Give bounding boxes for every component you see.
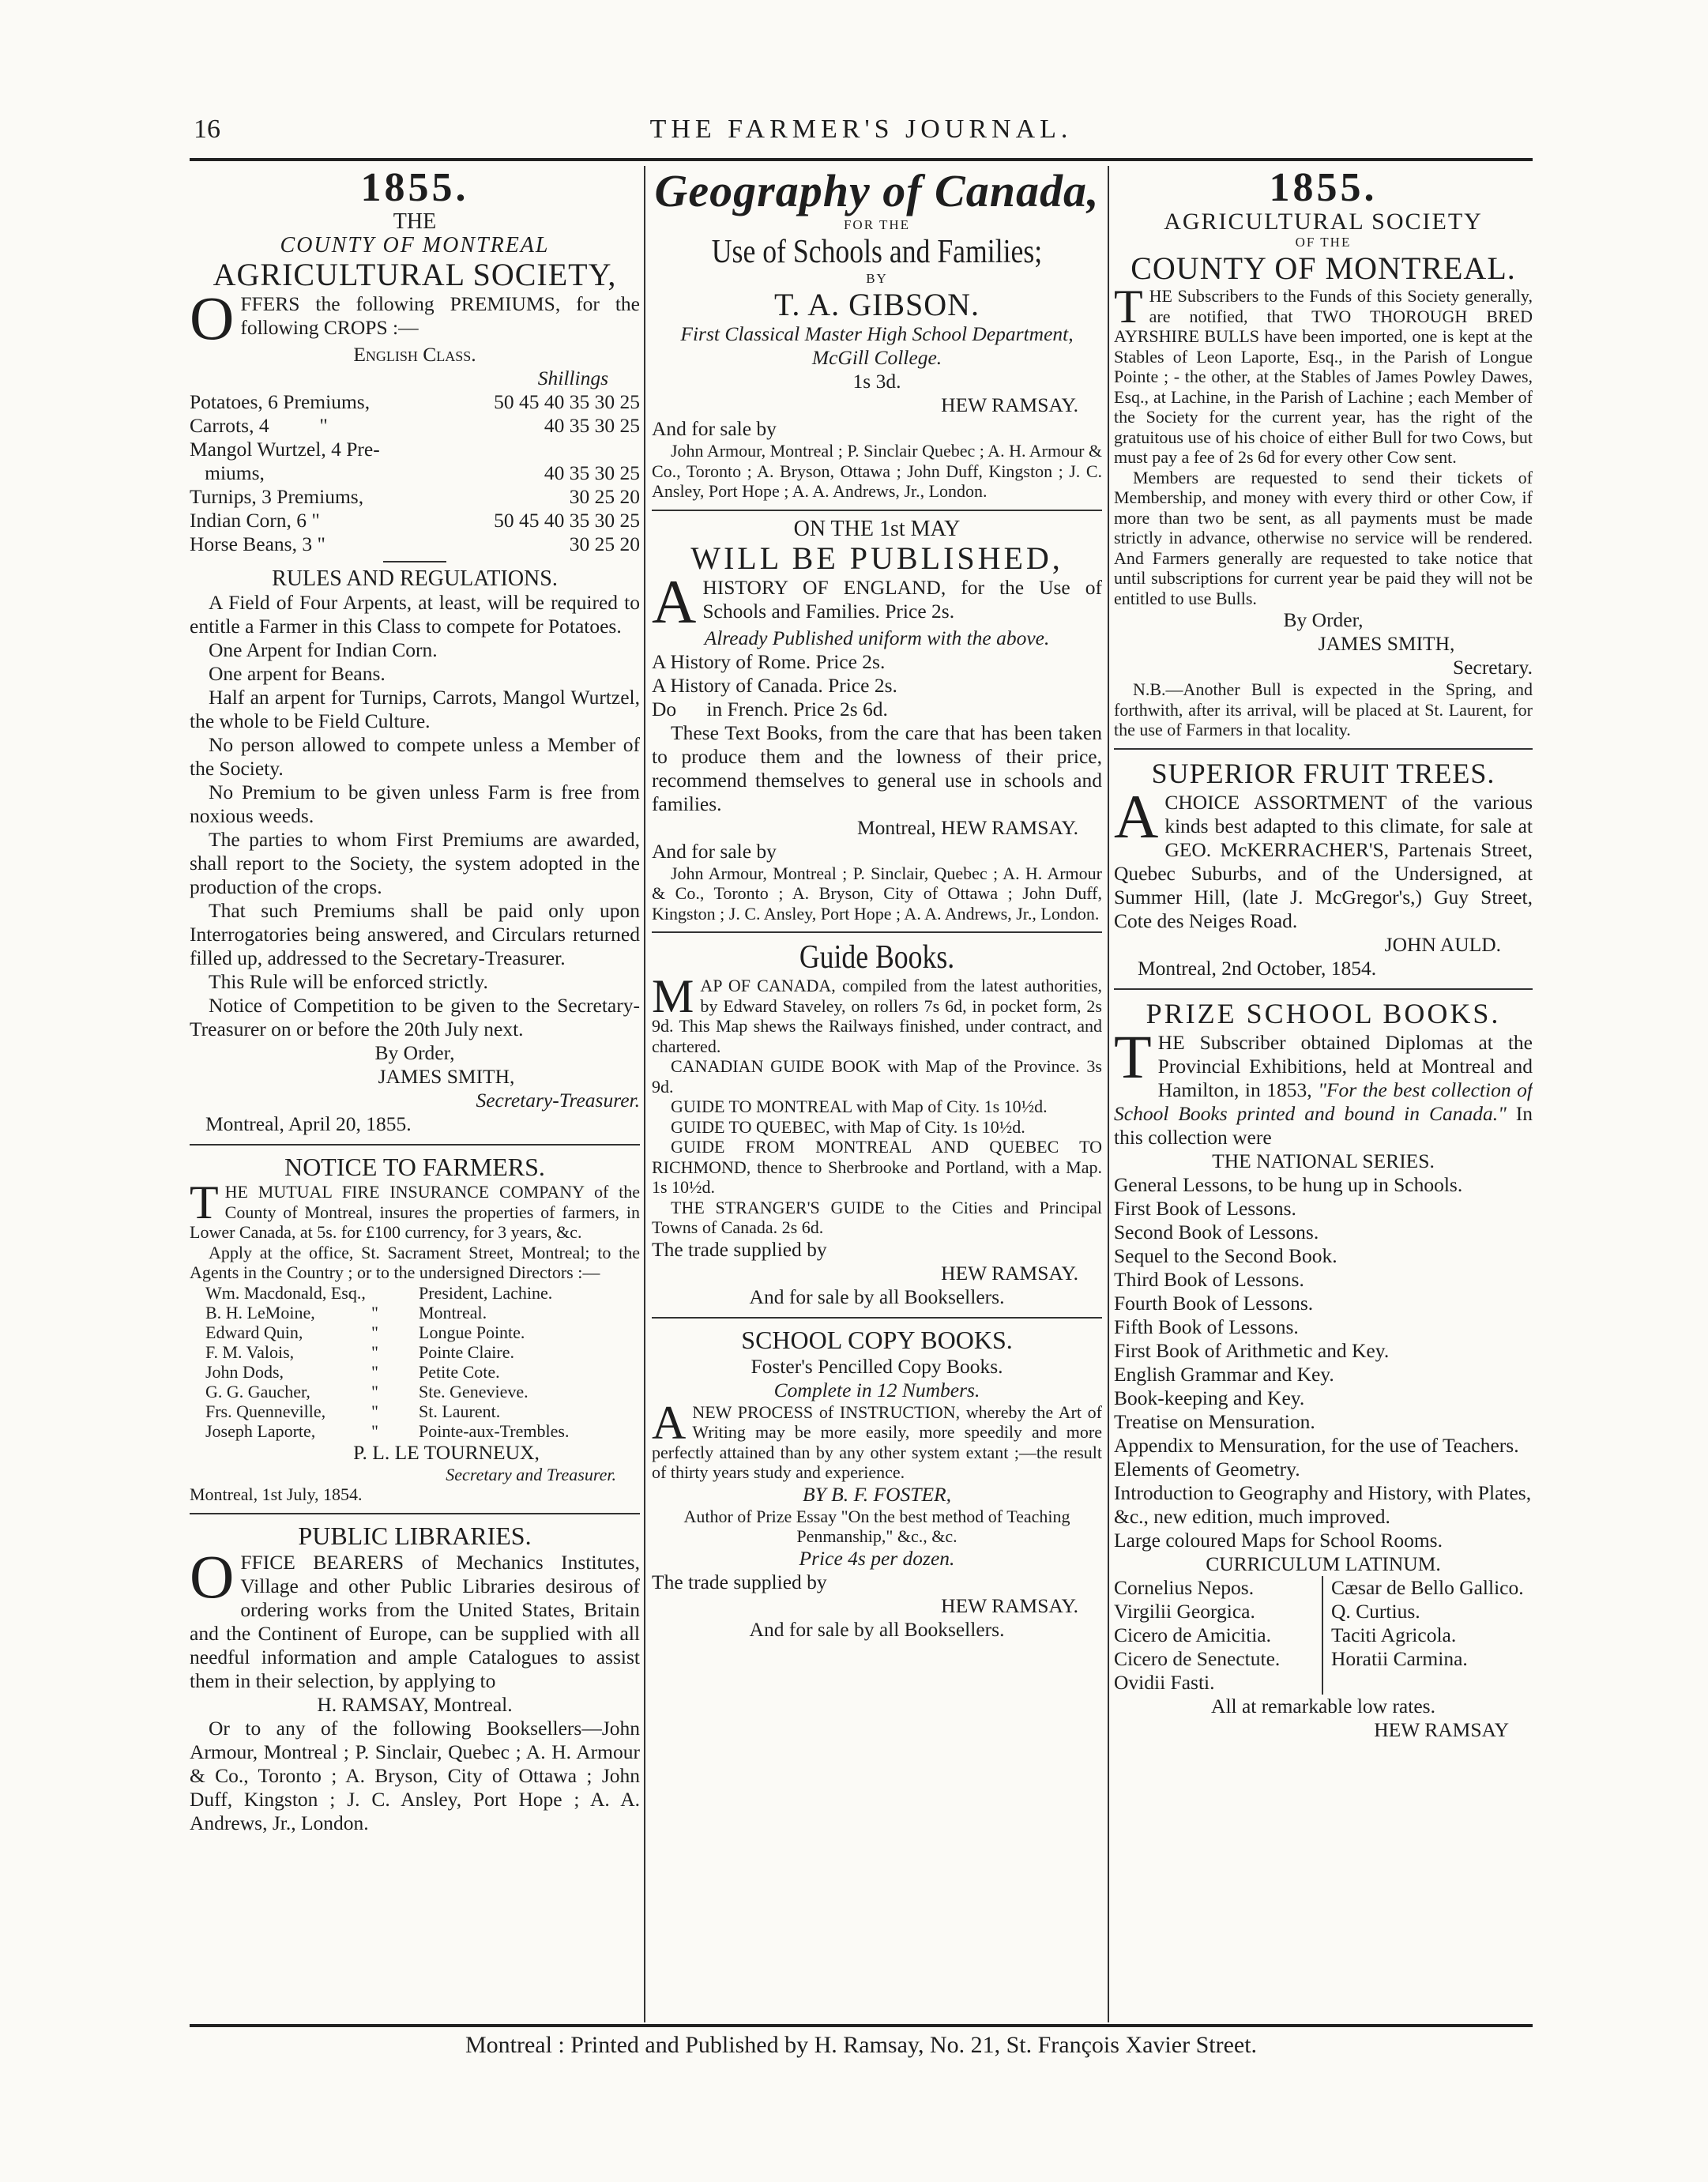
ad-body: ANEW PROCESS of INSTRUCTION, whereby the Art of Writing may be more easily, more speedily and more perfectly attained than by any other system extant ;—the result of thirty years study and experience. <box>652 1396 1102 1482</box>
price: Price 4s per dozen. <box>799 1546 955 1570</box>
directors-list <box>190 1283 640 1441</box>
rules-title: RULES AND REGULATIONS. <box>272 566 558 591</box>
blurb: These Text Books, from the care that has been taken to produce them and the lowness of their price, recommend themselves to general use in schools and families. <box>652 720 1102 815</box>
signer: JOHN AULD. <box>1384 932 1501 956</box>
crop-row <box>190 532 640 556</box>
rule-item: Notice of Competition to be given to the Secretary-Treasurer on or before the 20th July next. <box>190 994 640 1040</box>
director-row <box>190 1382 640 1401</box>
crop-row <box>190 438 640 461</box>
publisher: HEW RAMSAY. <box>941 1593 1078 1617</box>
ad-title: NOTICE TO FARMERS. <box>284 1153 545 1181</box>
author-desc: First Classical Master High School Department, McGill College. <box>680 322 1074 369</box>
ad-separator <box>190 1144 640 1146</box>
director-name: Wm. Macdonald, Esq., <box>205 1282 366 1303</box>
by-order: By Order, <box>1283 608 1364 631</box>
ad-title: SUPERIOR FRUIT TREES. <box>1151 757 1495 789</box>
latin-left-list <box>1114 1576 1323 1695</box>
crop-row <box>190 485 640 509</box>
low-rates: All at remarkable low rates. <box>1211 1694 1435 1717</box>
series-item: Sequel to the Second Book. <box>1114 1243 1337 1267</box>
author: T. A. GIBSON. <box>773 287 980 322</box>
latin-item: Cicero de Senectute. <box>1114 1646 1281 1670</box>
books-list <box>652 650 1102 721</box>
rule-item: One arpent for Beans. <box>209 662 386 685</box>
guide-item <box>652 1137 1102 1198</box>
ad-title: PUBLIC LIBRARIES. <box>298 1521 532 1550</box>
ad-body: THE MUTUAL FIRE INSURANCE COMPANY of the County of Montreal, insures the properties of farmers, in Lower Canada, at 5s. for £100 currency, for 3 years, &c. <box>190 1176 640 1242</box>
ad-year: 1855. <box>360 166 469 210</box>
director-row <box>190 1421 640 1441</box>
crop-row <box>190 390 640 414</box>
divider <box>383 561 446 562</box>
ad-title: Geography of Canada, <box>654 166 1100 216</box>
bottom-rule <box>190 2024 1533 2027</box>
ad-county: COUNTY OF MONTREAL <box>280 233 550 258</box>
ad-body: OFFICE BEARERS of Mechanics Institutes, Village and other Public Libraries desirous of ordering works from the United States, Britain and the Continent of Europe, can be supplied with all needful information and ample Catalogues to assist them in their selection, by applying to <box>190 1541 640 1692</box>
ad-separator <box>652 931 1102 933</box>
series-item: Third Book of Lessons. <box>1114 1267 1304 1291</box>
for-sale: And for sale by <box>652 839 777 863</box>
rule-item: This Rule will be enforced strictly. <box>209 970 488 993</box>
publisher: HEW RAMSAY <box>1374 1717 1509 1741</box>
crop-row <box>190 509 640 532</box>
agricultural-premiums-ad <box>190 166 640 1136</box>
ad-use: Use of Schools and Families; <box>711 234 1043 270</box>
crop-name: Horse Beans, 3 " <box>190 532 325 555</box>
crop-values: 50 45 40 35 30 25 <box>494 509 640 532</box>
price: 1s 3d. <box>852 370 901 393</box>
column-3 <box>1114 166 1533 2018</box>
latin-item: Q. Curtius. <box>1331 1599 1420 1623</box>
guide-item <box>652 1097 1102 1117</box>
series-item: First Book of Lessons. <box>1114 1196 1296 1220</box>
ad-sellers: Or to any of the following Booksellers—John Armour, Montreal ; P. Sinclair, Quebec ; A. H. Armour & Co., Toronto ; A. Bryson, City of Ottawa ; John Duff, Kingston ; J. C. Ansley, Port Hope ; A. A. Andrews, Jr., London. <box>190 1716 640 1834</box>
for-sale: And for sale by <box>652 417 777 440</box>
ad-separator <box>652 510 1102 511</box>
director-row <box>190 1303 640 1322</box>
director-row <box>190 1322 640 1342</box>
column-divider-1 <box>644 166 645 2022</box>
page-number: 16 <box>194 115 220 144</box>
author-desc: Author of Prize Essay "On the best method of Teaching Penmanship," &c., &c. <box>683 1506 1070 1546</box>
director-ditto: " <box>371 1341 378 1362</box>
by-author: BY B. F. FOSTER, <box>803 1482 951 1506</box>
trade: The trade supplied by <box>652 1570 827 1593</box>
drop-cap: T <box>190 1176 219 1228</box>
ad-separator <box>1114 748 1533 750</box>
ad-apply: Apply at the office, St. Sacrament Street, Montreal; to the Agents in the Country ; or to the undersigned Directors :— <box>190 1242 640 1282</box>
crop-values: 40 35 30 25 <box>544 461 640 484</box>
ad-year: 1855. <box>1269 166 1378 210</box>
for-sale: And for sale by all Booksellers. <box>749 1617 1005 1641</box>
ad-offers: OFFERS the following PREMIUMS, for the following CROPS :— <box>190 284 640 352</box>
director-name: B. H. LeMoine, <box>205 1302 315 1322</box>
series-item: General Lessons, to be hung up in Schools. <box>1114 1172 1463 1196</box>
series-item: Book-keeping and Key. <box>1114 1386 1305 1409</box>
latin-title: CURRICULUM LATINUM. <box>1206 1552 1441 1575</box>
rule-item: No person allowed to compete unless a Member of the Society. <box>190 733 640 780</box>
director-place: Montreal. <box>419 1302 487 1322</box>
drop-cap: A <box>1114 781 1159 851</box>
drop-cap: M <box>652 970 694 1022</box>
latin-item: Cornelius Nepos. <box>1114 1575 1255 1599</box>
school-copy-books-ad <box>652 1325 1102 1642</box>
ad-body-2: Members are requested to send their tickets of Membership, and money with every third or other Cow, if more than two be sent, as all payments must be made strictly in advance, otherwise no service will be rendered. And Farmers generally are requested to take notice that until subscriptions for current year be paid they will not be entitled to use Bulls. <box>1114 467 1533 608</box>
crop-name: Potatoes, 6 Premiums, <box>190 390 371 413</box>
director-name: F. M. Valois, <box>205 1341 295 1362</box>
guide-text: AP OF CANADA, compiled from the latest authorities, by Edward Staveley, on rollers 7s 6d, in pocket form, 2s 9d. This Map shews the Railways finished, under contract, and chartered. <box>652 976 1102 1056</box>
director-name: John Dods, <box>205 1361 284 1382</box>
book-item: Do in French. Price 2s 6d. <box>652 697 888 720</box>
director-row <box>190 1342 640 1362</box>
ad-title: Guide Books. <box>799 939 955 976</box>
guide-text: CANADIAN GUIDE BOOK with Map of the Province. 3s 9d. <box>652 1056 1102 1097</box>
rules-list <box>190 591 640 1041</box>
crop-values: 40 35 30 25 <box>544 414 640 437</box>
book-item: A History of Rome. Price 2s. <box>652 649 886 673</box>
guide-text: THE STRANGER'S GUIDE to the Cities and Principal Towns of Canada. 2s 6d. <box>652 1197 1102 1237</box>
ad-date: Montreal, April 20, 1855. <box>205 1112 412 1135</box>
signer-title: Secretary. <box>1453 656 1533 679</box>
ad-title: WILL BE PUBLISHED, <box>690 540 1063 576</box>
director-ditto: " <box>371 1420 378 1441</box>
series-title: THE NATIONAL SERIES. <box>1212 1149 1435 1172</box>
fruit-trees-ad <box>1114 756 1533 980</box>
latin-item: Horatii Carmina. <box>1331 1646 1468 1670</box>
ad-separator <box>652 1317 1102 1319</box>
by: BY <box>866 271 888 286</box>
by-order: By Order, <box>374 1041 455 1064</box>
crop-values: 50 45 40 35 30 25 <box>494 390 640 413</box>
director-place: Ste. Genevieve. <box>419 1381 529 1401</box>
ayrshire-bulls-ad <box>1114 166 1533 740</box>
ad-separator <box>1114 988 1533 990</box>
series-item: Large coloured Maps for School Rooms. <box>1114 1528 1443 1552</box>
latin-right-list <box>1323 1576 1533 1695</box>
director-name: Edward Quin, <box>205 1322 303 1342</box>
director-ditto: " <box>371 1322 378 1342</box>
director-place: President, Lachine. <box>419 1282 553 1303</box>
notice-to-farmers-ad <box>190 1152 640 1505</box>
director-name: Frs. Quenneville, <box>205 1401 326 1421</box>
guides-list <box>652 970 1102 1238</box>
guide-item <box>652 1117 1102 1138</box>
director-ditto <box>371 1283 419 1303</box>
ad-the: THE <box>393 209 437 234</box>
crop-values: 30 25 20 <box>569 532 640 555</box>
series-item: English Grammar and Key. <box>1114 1362 1334 1386</box>
history-of-england-ad <box>652 517 1102 924</box>
latin-books <box>1114 1576 1533 1695</box>
guide-text: GUIDE TO QUEBEC, with Map of City. 1s 10½d. <box>671 1116 1025 1137</box>
director-place: Longue Pointe. <box>419 1322 525 1342</box>
ad-society: AGRICULTURAL SOCIETY, <box>213 257 617 292</box>
director-row <box>190 1401 640 1421</box>
ad-body: THE Subscriber obtained Diplomas at the Provincial Exhibitions, held at Montreal and Hamilton, in 1853, "For the best collection of School Books printed and bound in Canada." In this collection were <box>1114 1021 1533 1149</box>
ad-title: SCHOOL COPY BOOKS. <box>741 1325 1013 1354</box>
latin-item: Ovidii Fasti. <box>1114 1670 1215 1694</box>
series-item: Elements of Geometry. <box>1114 1457 1300 1480</box>
rule-item: One Arpent for Indian Corn. <box>209 638 438 661</box>
signer: JAMES SMITH, <box>1318 632 1455 655</box>
series-item: Fifth Book of Lessons. <box>1114 1315 1299 1338</box>
column-2 <box>652 166 1102 2018</box>
column-divider-2 <box>1108 166 1109 2022</box>
crop-name: Mangol Wurtzel, 4 Pre- <box>190 438 380 461</box>
crop-name: Carrots, 4 " <box>190 414 328 437</box>
director-ditto: " <box>371 1302 378 1322</box>
crop-name: Indian Corn, 6 " <box>190 509 320 532</box>
top-rule <box>190 158 1533 161</box>
ad-date: Montreal, 1st July, 1854. <box>190 1484 363 1504</box>
running-title: THE FARMER'S JOURNAL. <box>649 115 1073 144</box>
series-item: First Book of Arithmetic and Key. <box>1114 1338 1390 1362</box>
trade: The trade supplied by <box>652 1237 827 1261</box>
series-item: Second Book of Lessons. <box>1114 1220 1319 1243</box>
ad-society: AGRICULTURAL SOCIETY <box>1164 209 1483 235</box>
publisher: Montreal, HEW RAMSAY. <box>856 815 1078 839</box>
drop-cap: O <box>190 284 235 352</box>
on-date: ON THE 1st MAY <box>793 516 961 541</box>
director-place: Pointe-aux-Trembles. <box>419 1420 570 1441</box>
series-item: Appendix to Mensuration, for the use of Teachers. <box>1114 1433 1519 1457</box>
latin-item: Cicero de Amicitia. <box>1114 1623 1271 1646</box>
ad-date: Montreal, 2nd October, 1854. <box>1138 956 1377 980</box>
ad-county: COUNTY OF MONTREAL. <box>1131 250 1516 286</box>
director-ditto: " <box>371 1401 378 1421</box>
prize-school-books-ad <box>1114 996 1533 1742</box>
latin-item: Taciti Agricola. <box>1331 1623 1457 1646</box>
already-published: Already Published uniform with the above. <box>704 626 1050 649</box>
crop-name: miums, <box>190 461 265 484</box>
drop-cap: T <box>1114 280 1143 333</box>
publisher: HEW RAMSAY. <box>941 1261 1078 1285</box>
crop-row <box>190 461 640 485</box>
guide-item <box>652 1198 1102 1238</box>
ad-body: ACHOICE ASSORTMENT of the various kinds best adapted to this climate, for sale at GEO. McKERRACHER'S, Partenais Street, Quebec Suburbs, and of the Undersigned, at Summer Hill, (late J. McGregor's,) Guy Street, Cote des Neiges Road. <box>1114 781 1533 932</box>
crop-values: 30 25 20 <box>569 485 640 508</box>
director-row <box>190 1283 640 1303</box>
sellers: John Armour, Montreal ; P. Sinclair, Quebec ; A. H. Armour & Co., Toronto ; A. Bryson, City of Ottawa ; John Duff, Kingston ; J. C. Ansley, Port Hope ; A. A. Andrews, Jr., London. <box>652 863 1102 924</box>
director-place: St. Laurent. <box>419 1401 501 1421</box>
drop-cap: O <box>190 1541 235 1611</box>
of-the: OF THE <box>1295 235 1352 250</box>
director-row <box>190 1362 640 1382</box>
ad-title: PRIZE SCHOOL BOOKS. <box>1146 997 1501 1029</box>
latin-item: Cæsar de Bello Gallico. <box>1331 1575 1524 1599</box>
rule-item: A Field of Four Arpents, at least, will be required to entitle a Farmer in this Class to compete for Potatoes. <box>190 591 640 638</box>
geography-of-canada-ad <box>652 166 1102 502</box>
ad-name: H. RAMSAY, Montreal. <box>317 1692 513 1716</box>
signer: P. L. LE TOURNEUX, <box>353 1440 540 1464</box>
drop-cap: A <box>652 1396 687 1449</box>
guide-text: GUIDE TO MONTREAL with Map of City. 1s 10½d. <box>671 1097 1048 1116</box>
for-the: FOR THE <box>843 217 911 232</box>
signer-title: Secretary-Treasurer. <box>476 1089 640 1112</box>
guide-books-ad <box>652 939 1102 1309</box>
director-place: Pointe Claire. <box>419 1341 514 1362</box>
book-item: A History of Canada. Price 2s. <box>652 673 897 697</box>
director-ditto: " <box>371 1381 378 1401</box>
page-header <box>194 115 1529 154</box>
publisher: HEW RAMSAY. <box>941 393 1078 416</box>
series-item: Treatise on Mensuration. <box>1114 1409 1315 1433</box>
ad-body: THE Subscribers to the Funds of this Society generally, are notified, that TWO THOROUGH BRED AYRSHIRE BULLS have been imported, one is kept at the Stables of Leon Laporte, Esq., in the Parish of Longue Pointe ; - the other, at the Stables of James Powley Dawes, Esq., at Lachine, in the Parish of Lachine ; each Member of the Society for the current year, has the right of the gratuitous use of his choice of either Bull for two Cows, but must pay a fee of 2s 6d for every other Cow sent. <box>1114 280 1533 467</box>
ad-units: Shillings <box>537 367 608 389</box>
latin-item: Virgilii Georgica. <box>1114 1599 1255 1623</box>
director-name: G. G. Gaucher, <box>205 1381 310 1401</box>
sellers: John Armour, Montreal ; P. Sinclair Quebec ; A. H. Armour & Co., Toronto ; A. Bryson, Ottawa ; John Duff, Kingston ; J. C. Ansley, Port Hope ; A. A. Andrews, Jr., London. <box>652 441 1102 501</box>
crop-name: Turnips, 3 Premiums, <box>190 485 364 508</box>
for-sale: And for sale by all Booksellers. <box>749 1285 1005 1308</box>
complete: Complete in 12 Numbers. <box>773 1378 980 1401</box>
rule-item: That such Premiums shall be paid only upon Interrogatories being answered, and Circulars returned filled up, addressed to the Secretary-Treasurer. <box>190 899 640 969</box>
guide-text: GUIDE FROM MONTREAL AND QUEBEC TO RICHMOND, thence to Sherbrooke and Portland, with a Map. 1s 10½d. <box>652 1137 1102 1197</box>
series-list <box>1114 1173 1533 1552</box>
crop-table <box>190 390 640 556</box>
director-ditto: " <box>371 1361 378 1382</box>
rule-item: The parties to whom First Premiums are awarded, shall report to the Society, the system adopted in the production of the crops. <box>190 828 640 898</box>
rule-item: No Premium to be given unless Farm is free from noxious weeds. <box>190 781 640 827</box>
column-1 <box>190 166 640 2018</box>
director-name: Joseph Laporte, <box>205 1420 316 1441</box>
signer-title: Secretary and Treasurer. <box>446 1464 616 1484</box>
director-place: Petite Cote. <box>419 1361 500 1382</box>
crop-row <box>190 414 640 438</box>
ad-class: English Class. <box>353 343 476 366</box>
subtitle: Foster's Pencilled Copy Books. <box>751 1354 1003 1378</box>
ad-separator <box>190 1513 640 1514</box>
guide-item <box>652 1056 1102 1097</box>
rule-item: Half an arpent for Turnips, Carrots, Mangol Wurtzel, the whole to be Field Culture. <box>190 686 640 732</box>
imprint-footer: Montreal : Printed and Published by H. Ramsay, No. 21, St. François Xavier Street. <box>465 2032 1258 2058</box>
drop-cap: A <box>652 566 697 636</box>
drop-cap: T <box>1114 1021 1152 1091</box>
series-item: Fourth Book of Lessons. <box>1114 1291 1314 1315</box>
nb: N.B.—Another Bull is expected in the Spring, and forthwith, after its arrival, will be placed at St. Laurent, for the use of Farmers in that locality. <box>1114 679 1533 739</box>
public-libraries-ad <box>190 1521 640 1835</box>
series-item: Introduction to Geography and History, with Plates, &c., new edition, much improved. <box>1114 1480 1532 1528</box>
ad-body: AHISTORY OF ENGLAND, for the Use of Schools and Families. Price 2s. <box>652 566 1102 636</box>
signer: JAMES SMITH, <box>378 1065 515 1088</box>
guide-item <box>652 970 1102 1056</box>
